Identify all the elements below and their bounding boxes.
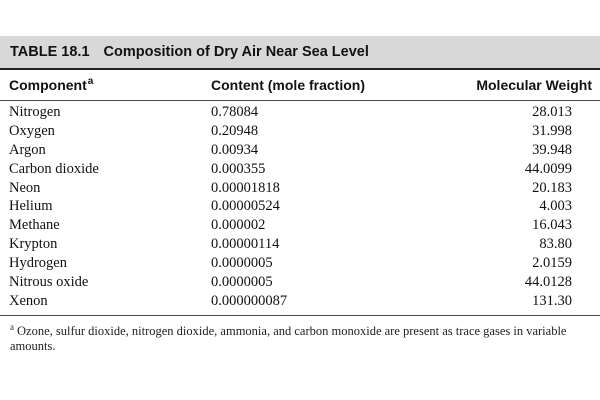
cell-component: Argon [9,141,46,158]
cell-content: 0.00001818 [211,179,280,196]
header-molecular-weight: Molecular Weight [476,77,592,93]
table-row [0,293,600,312]
cell-content: 0.78084 [211,104,259,120]
footnote-mark: a [10,321,14,332]
cell-component: Hydrogen [9,255,67,272]
table-row [0,123,600,142]
cell-component: Neon [9,179,41,196]
footnote-marker: a [87,76,94,88]
footnote-text: Ozone, sulfur dioxide, nitrogen dioxide, ammonia, and carbon monoxide are present as trace gases in variable amounts. [10,323,567,353]
header-component-label: Component [9,77,87,93]
table-row [0,142,600,161]
cell-component: Nitrogen [9,104,61,120]
cell-content: 0.20948 [211,122,259,139]
cell-molecular-weight: 20.183 [532,179,572,196]
table-row [0,236,600,255]
cell-molecular-weight: 16.043 [532,217,572,234]
table-row [0,198,600,217]
table-row [0,161,600,180]
cell-content: 0.0000005 [211,255,273,272]
cell-content: 0.000000087 [211,292,288,309]
table-footnote [0,316,600,354]
table-row [0,180,600,199]
table-row [0,255,600,274]
cell-component: Xenon [9,292,48,309]
table-row [0,217,600,236]
cell-component: Methane [9,217,60,234]
cell-component: Nitrous oxide [9,274,89,291]
column-headers [0,70,600,100]
table-body [0,101,600,312]
cell-molecular-weight: 83.80 [539,236,572,253]
cell-molecular-weight: 28.013 [532,104,572,120]
table-number: TABLE 18.1 [10,44,90,60]
composition-table [0,36,600,354]
cell-molecular-weight: 44.0099 [524,160,572,177]
header-component [9,77,93,93]
cell-content: 0.00000524 [211,198,280,215]
cell-content: 0.0000005 [211,274,273,291]
cell-molecular-weight: 2.0159 [532,255,572,272]
cell-component: Oxygen [9,122,55,139]
cell-molecular-weight: 39.948 [532,141,572,158]
cell-component: Krypton [9,236,58,253]
table-row [0,274,600,293]
cell-component: Carbon dioxide [9,160,99,177]
cell-content: 0.00934 [211,141,259,158]
cell-molecular-weight: 4.003 [539,198,572,215]
cell-molecular-weight: 131.30 [532,292,572,309]
cell-component: Helium [9,198,53,215]
cell-molecular-weight: 44.0128 [524,274,572,291]
table-row [0,104,600,123]
cell-content: 0.000355 [211,160,266,177]
table-caption [0,36,600,68]
cell-content: 0.000002 [211,217,266,234]
header-content: Content (mole fraction) [211,77,365,93]
cell-content: 0.00000114 [211,236,280,253]
cell-molecular-weight: 31.998 [532,122,572,139]
table-title: Composition of Dry Air Near Sea Level [103,44,369,60]
